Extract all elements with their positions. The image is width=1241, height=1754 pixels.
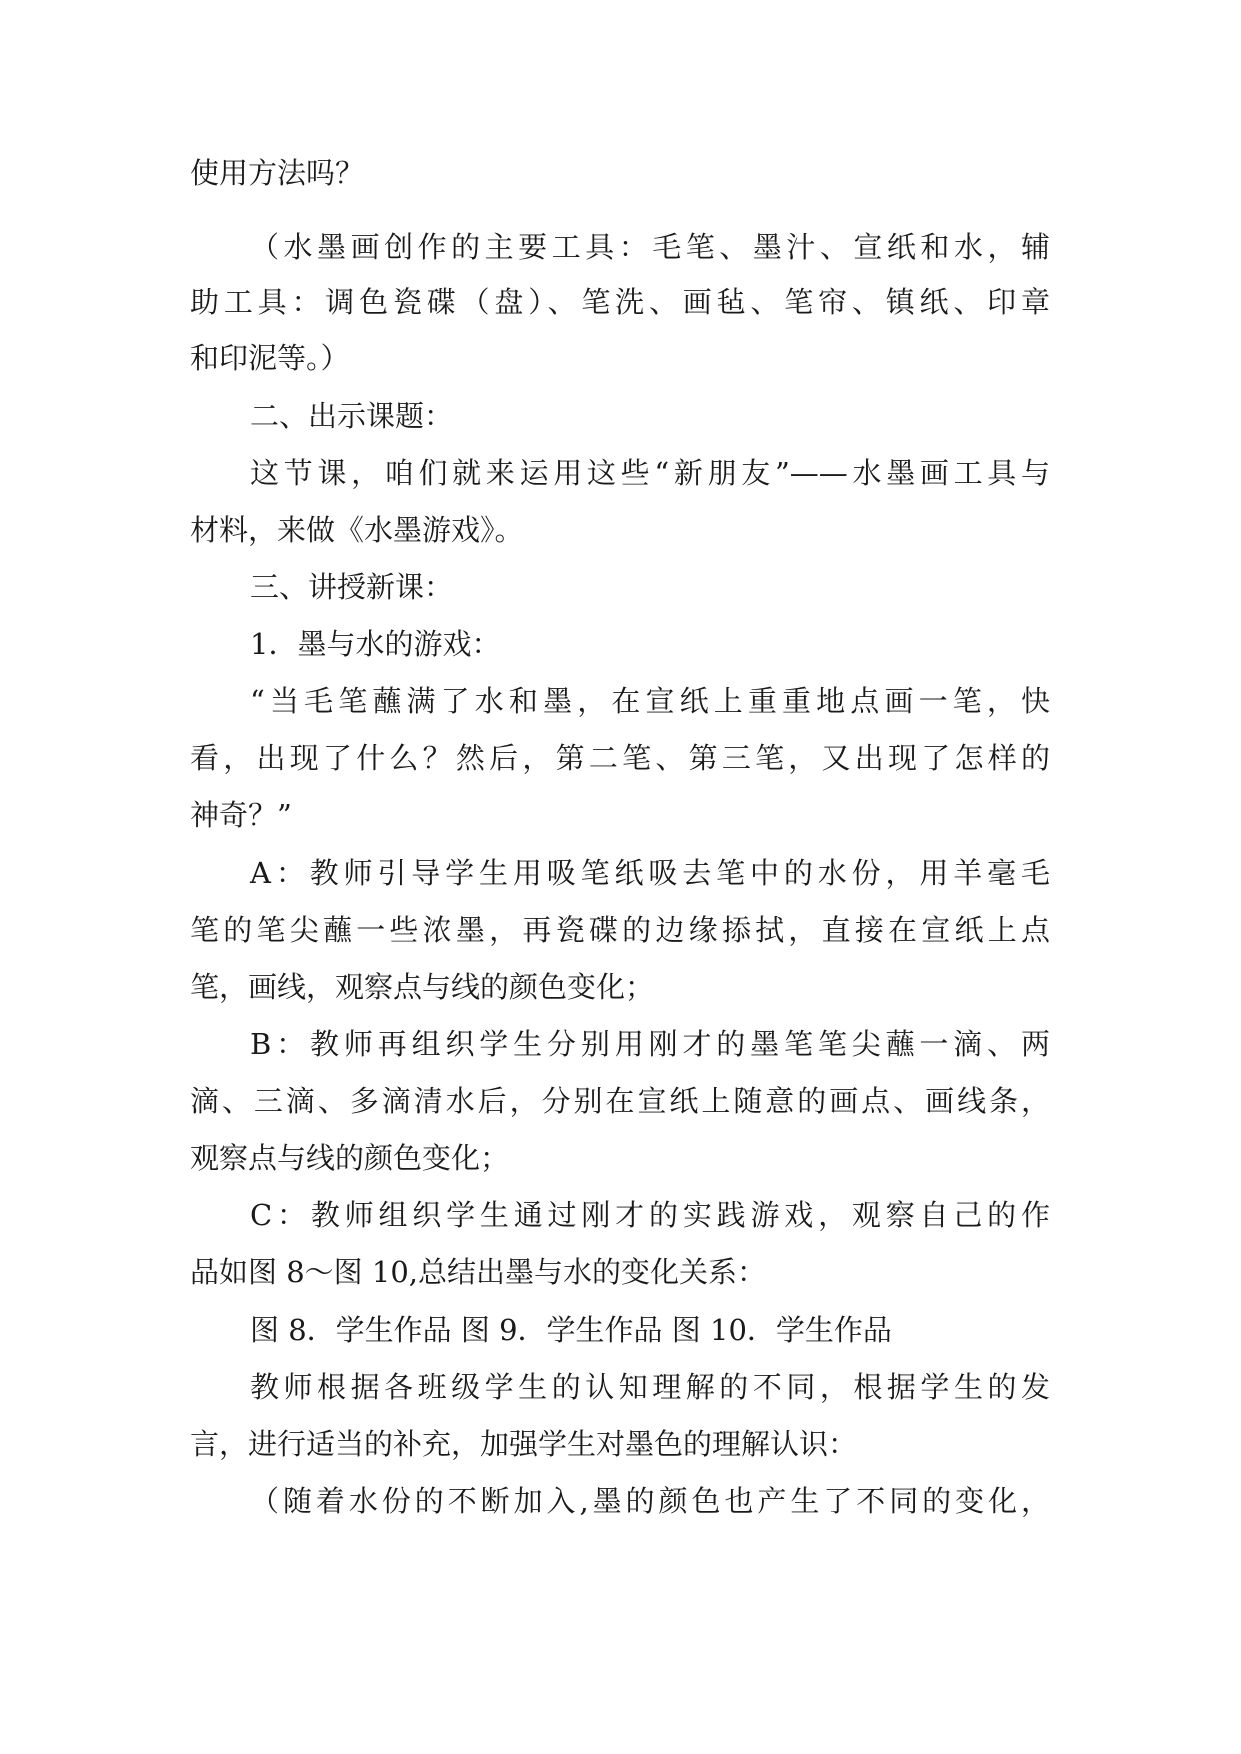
text-line: 助工具：调色瓷碟（盘）、笔洗、画毡、笔帘、镇纸、印章 — [190, 285, 1050, 319]
text-line: 看，出现了什么？然后，第二笔、第三笔，又出现了怎样的 — [190, 741, 1050, 775]
text-line: “当毛笔蘸满了水和墨，在宣纸上重重地点画一笔，快 — [250, 684, 1050, 718]
text-line: 和印泥等。） — [190, 341, 350, 375]
text-line: 教师根据各班级学生的认知理解的不同，根据学生的发 — [250, 1370, 1050, 1404]
text-line: 笔，画线，观察点与线的颜色变化； — [190, 970, 655, 1004]
text-line: （随着水份的不断加入,墨的颜色也产生了不同的变化， — [250, 1484, 1050, 1518]
text-line: A：教师引导学生用吸笔纸吸去笔中的水份，用羊毫毛 — [250, 856, 1050, 890]
text-line: 言，进行适当的补充，加强学生对墨色的理解认识： — [190, 1427, 858, 1461]
text-line: 滴、三滴、多滴清水后，分别在宣纸上随意的画点、画线条， — [190, 1084, 1050, 1118]
text-line: 笔的笔尖蘸一些浓墨，再瓷碟的边缘掭拭，直接在宣纸上点 — [190, 913, 1050, 947]
text-line: 这节课，咱们就来运用这些“新朋友”——水墨画工具与 — [250, 456, 1050, 490]
text-line: 材料，来做《水墨游戏》。 — [190, 513, 524, 547]
text-line: 使用方法吗？ — [190, 156, 365, 190]
subsection-heading: 1．墨与水的游戏： — [250, 627, 501, 661]
text-line: 观察点与线的颜色变化； — [190, 1141, 510, 1175]
text-line: 品如图 8～图 10,总结出墨与水的变化关系： — [190, 1255, 767, 1289]
text-line: （水墨画创作的主要工具：毛笔、墨汁、宣纸和水，辅 — [250, 230, 1050, 264]
text-line: 神奇？” — [190, 798, 292, 832]
text-line: B：教师再组织学生分别用刚才的墨笔笔尖蘸一滴、两 — [250, 1027, 1050, 1061]
figure-captions: 图 8．学生作品 图 9．学生作品 图 10．学生作品 — [250, 1313, 892, 1347]
section-heading: 二、出示课题： — [250, 399, 454, 433]
section-heading: 三、讲授新课： — [250, 570, 454, 604]
text-line: C：教师组织学生通过刚才的实践游戏，观察自己的作 — [250, 1198, 1050, 1232]
